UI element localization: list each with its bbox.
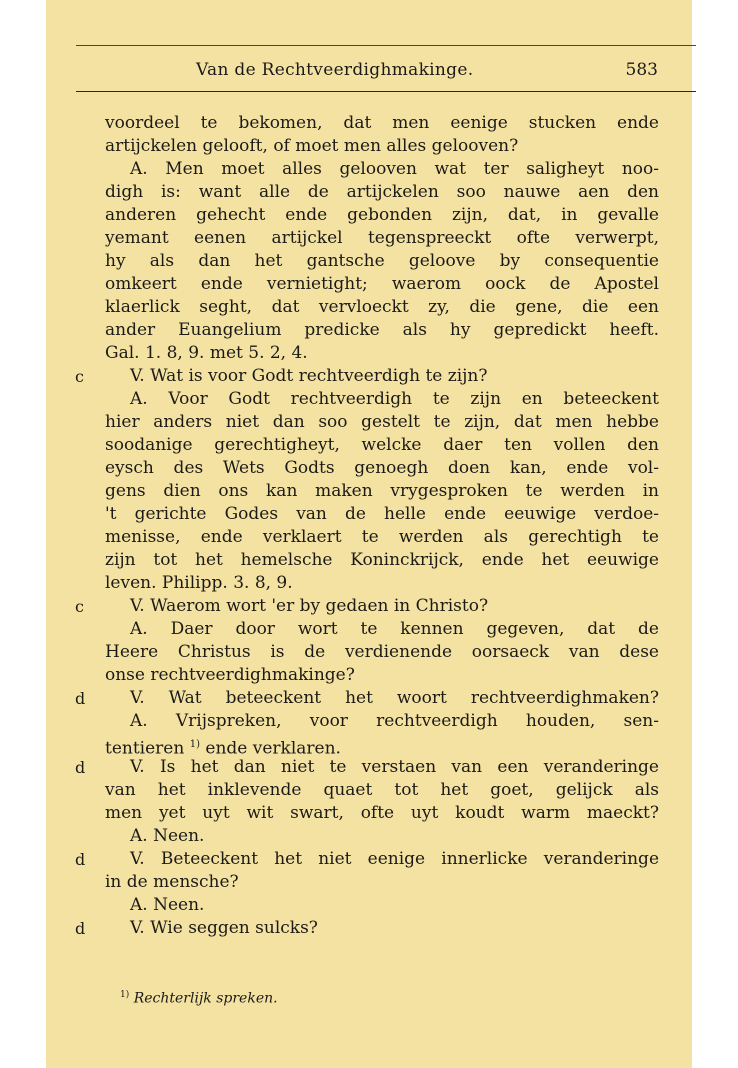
margin-marker: d [75,758,86,777]
footnote [120,990,278,1007]
text-line: V. Wie seggen sulcks? [130,918,318,938]
text-line: A. Men moet alles gelooven wat ter saligheyt noo- [130,159,659,179]
footnote-text: Rechterlijk spreken. [133,990,278,1007]
text-line: ander Euangelium predicke als hy gepredickt heeft. [105,320,659,340]
text-line: in de mensche? [105,872,239,892]
text-line: hy als dan het gantsche geloove by consequentie [105,251,659,271]
footnote-marker: 1) [120,990,130,1000]
text-line: digh is: want alle de artijckelen soo nauwe aen den [105,182,659,202]
text-line: 't gerichte Godes van de helle ende eeuwige verdoe- [105,504,659,524]
text-line: menisse, ende verklaert te werden als gerechtigh te [105,527,659,547]
footnote-reference: 1) [189,739,200,750]
text-line: yemant eenen artijckel tegenspreeckt ofte verwerpt, [105,228,659,248]
text-line: van het inklevende quaet tot het goet, gelijck als [105,780,659,800]
text-line: gens dien ons kan maken vrygesproken te werden in [105,481,659,501]
margin-marker: d [75,919,86,938]
text-line: A. Vrijspreken, voor rechtveerdigh houden, sen- [130,711,659,731]
text-line: A. Neen. [130,895,205,915]
text-line: soodanige gerechtigheyt, welcke daer ten vollen den [105,435,659,455]
text-line: V. Is het dan niet te verstaen van een veranderinge [130,757,659,777]
page-number: 583 [625,60,658,80]
text-line: onse rechtveerdighmakinge? [105,665,355,685]
text-line: artijckelen gelooft, of moet men alles gelooven? [105,136,519,156]
text-line: V. Beteeckent het niet eenige innerlicke veranderinge [130,849,659,869]
text-line: voordeel te bekomen, dat men eenige stucken ende [105,113,659,133]
text-line: V. Wat beteeckent het woort rechtveerdighmaken? [130,688,659,708]
margin-marker: d [75,850,86,869]
text-line: omkeert ende vernietight; waerom oock de Apostel [105,274,659,294]
text-line: eysch des Wets Godts genoegh doen kan, ende vol- [105,458,659,478]
margin-marker: c [75,597,84,616]
running-head: Van de Rechtveerdighmakinge. [196,60,474,80]
text-line: zijn tot het hemelsche Koninckrijck, ende het eeuwige [105,550,659,570]
text-line: V. Wat is voor Godt rechtveerdigh te zijn? [130,366,488,386]
text-line: anderen gehecht ende gebonden zijn, dat, in gevalle [105,205,659,225]
text-line: men yet uyt wit swart, ofte uyt koudt warm maeckt? [105,803,659,823]
book-page [46,0,692,1068]
text-line: klaerlick seght, dat vervloeckt zy, die gene, die een [105,297,659,317]
text-line: Gal. 1. 8, 9. met 5. 2, 4. [105,343,308,363]
margin-marker: d [75,689,86,708]
text-line: V. Waerom wort 'er by gedaen in Christo? [130,596,489,616]
header-rule [76,91,696,92]
text-line: Heere Christus is de verdienende oorsaeck van dese [105,642,659,662]
text-fragment: ende verklaren. [205,738,341,759]
text-line: A. Neen. [130,826,205,846]
top-rule [76,45,696,46]
text-fragment: tentieren [105,738,185,759]
text-line: leven. Philipp. 3. 8, 9. [105,573,293,593]
text-line: A. Daer door wort te kennen gegeven, dat de [130,619,659,639]
text-line: A. Voor Godt rechtveerdigh te zijn en beteeckent [130,389,659,409]
text-line: hier anders niet dan soo gestelt te zijn, dat men hebbe [105,412,659,432]
margin-marker: c [75,367,84,386]
